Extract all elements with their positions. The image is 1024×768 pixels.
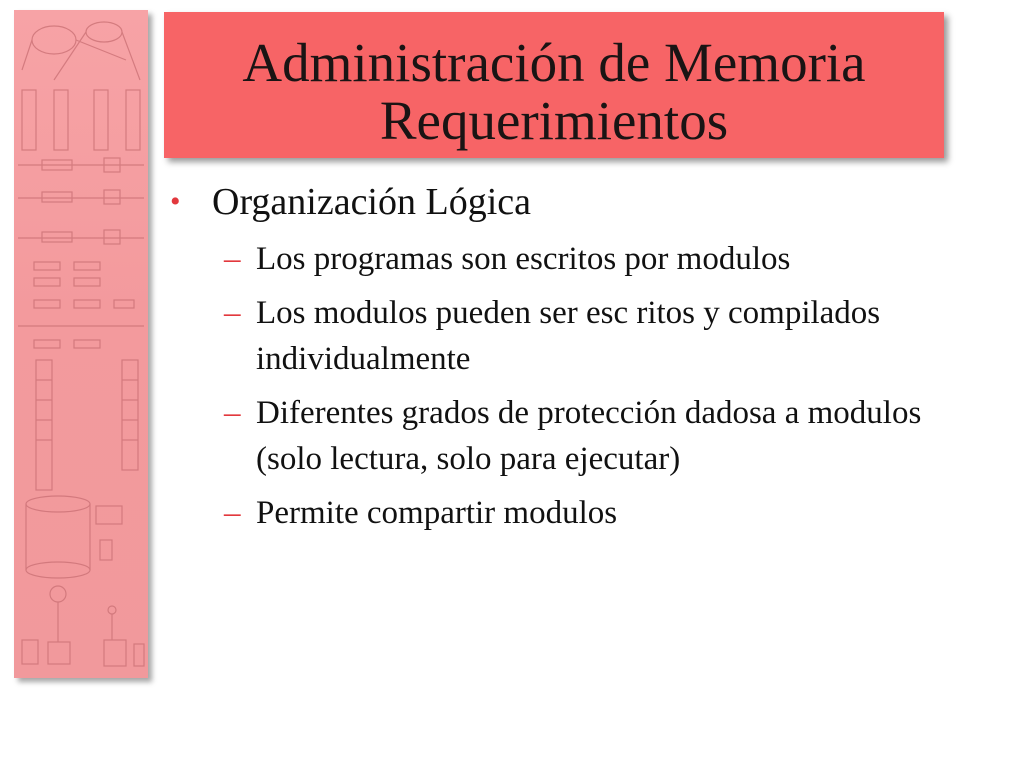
sub-item-marker: – bbox=[224, 241, 241, 277]
slide-subtitle: Requerimientos bbox=[379, 90, 729, 151]
sub-item-marker: – bbox=[224, 395, 241, 431]
memory-diagram-decoration-icon bbox=[14, 10, 148, 678]
bullet-text: Organización Lógica bbox=[212, 181, 531, 223]
slide-title-banner bbox=[164, 12, 944, 158]
slide-body bbox=[168, 178, 988, 536]
slide-title: Administración de Memoria bbox=[242, 32, 866, 93]
sub-item bbox=[168, 490, 988, 536]
decorative-side-panel bbox=[14, 10, 148, 678]
sub-item bbox=[168, 390, 988, 482]
sub-item-text: Diferentes grados de protección dadosa a modulos (solo lectura, solo para ejecutar) bbox=[256, 395, 922, 477]
sub-item-text: Permite compartir modulos bbox=[256, 495, 618, 531]
bullet-item bbox=[168, 178, 988, 226]
sub-item-text: Los programas son escritos por modulos bbox=[256, 241, 791, 277]
sub-item-marker: – bbox=[224, 495, 241, 531]
sub-item-marker: – bbox=[224, 295, 241, 331]
sub-item-text: Los modulos pueden ser esc ritos y compilados individualmente bbox=[256, 295, 881, 377]
bullet-marker: • bbox=[170, 185, 181, 218]
sub-item bbox=[168, 290, 988, 382]
sub-item bbox=[168, 236, 988, 282]
